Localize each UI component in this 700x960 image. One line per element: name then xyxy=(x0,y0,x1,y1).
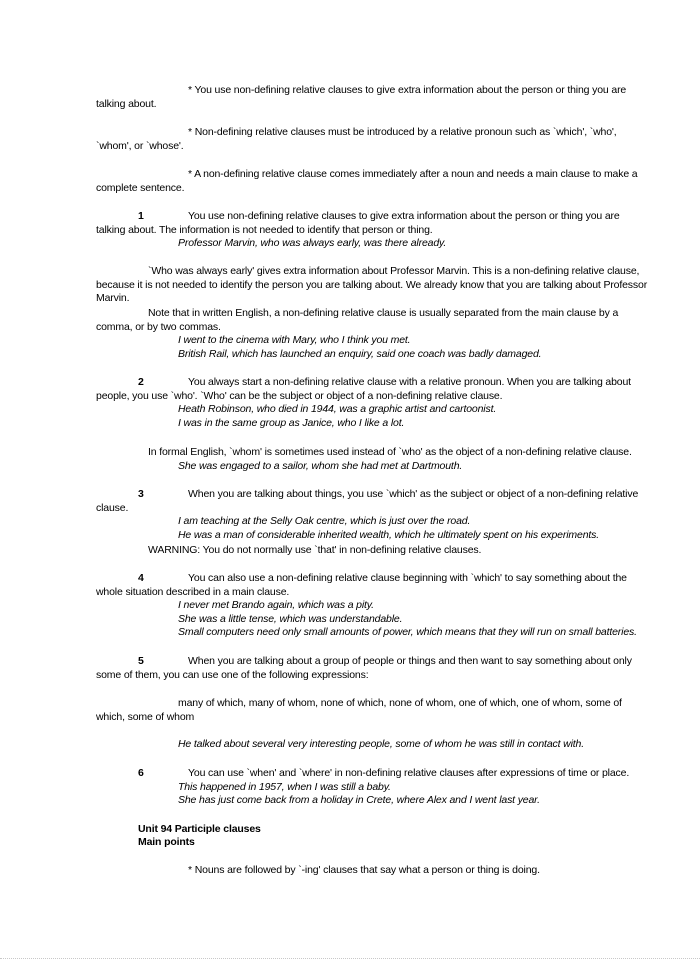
warning-note: WARNING: You do not normally use `that' in non-defining relative clauses. xyxy=(148,544,482,556)
section-1 xyxy=(96,210,648,251)
section-text: You can use `when' and `where' in non-defining relative clauses after expressions of time or place. xyxy=(188,767,630,779)
example-sentence: Professor Marvin, who was always early, was there already. xyxy=(178,237,447,249)
example-sentence: She was engaged to a sailor, whom she had met at Dartmouth. xyxy=(178,459,463,472)
section-6 xyxy=(96,767,648,808)
example-sentence: Heath Robinson, who died in 1944, was a graphic artist and cartoonist. xyxy=(178,403,497,415)
section-number: 3 xyxy=(138,488,144,500)
section-4 xyxy=(96,572,648,640)
example-sentence: I went to the cinema with Mary, who I think you met. xyxy=(178,334,411,346)
section-text: You can also use a non-defining relative clause beginning with `which' to say something about the whole situation described in a main clause. xyxy=(96,572,627,598)
section-3 xyxy=(96,488,648,542)
section-number: 1 xyxy=(138,210,144,222)
example-sentence: I never met Brando again, which was a pity. xyxy=(178,599,374,611)
unit-subtitle: Main points xyxy=(138,836,195,848)
intro-point-1: * You use non-defining relative clauses to give extra information about the person or thing you are talking about. xyxy=(96,84,627,110)
section-text: When you are talking about a group of people or things and then want to say something about only some of them, you can use one of the following expressions: xyxy=(96,655,632,681)
section-number: 5 xyxy=(138,655,144,667)
section-number: 6 xyxy=(138,767,144,779)
example-sentence: This happened in 1957, when I was still a baby. xyxy=(178,780,391,793)
intro-point-2: * Non-defining relative clauses must be introduced by a relative pronoun such as `which', `who', `whom', or `whose'. xyxy=(96,126,617,152)
unit-point-1: * Nouns are followed by `-ing' clauses that say what a person or thing is doing. xyxy=(188,864,540,876)
example-sentence: He talked about several very interesting people, some of whom he was still in contact with. xyxy=(178,738,584,750)
section-number: 4 xyxy=(138,572,144,584)
example-sentence: Small computers need only small amounts of power, which means that they will run on small batteries. xyxy=(178,626,637,638)
unit-title: Unit 94 Participle clauses xyxy=(138,823,261,835)
formal-note xyxy=(96,446,648,473)
example-sentence: She has just come back from a holiday in Crete, where Alex and I went last year. xyxy=(178,794,540,806)
example-sentence: She was a little tense, which was understandable. xyxy=(178,612,403,625)
section-text: When you are talking about things, you use `which' as the subject or object of a non-defining relative clause. xyxy=(96,488,639,514)
comma-note xyxy=(96,307,648,361)
section-2 xyxy=(96,376,648,430)
example-sentence: British Rail, which has launched an enquiry, said one coach was badly damaged. xyxy=(178,347,542,360)
example-sentence: I am teaching at the Selly Oak centre, which is just over the road. xyxy=(178,515,471,527)
note-text: In formal English, `whom' is sometimes used instead of `who' as the object of a non-defining relative clause. xyxy=(148,446,632,458)
intro-point-3: * A non-defining relative clause comes immediately after a noun and needs a main clause to make a complete sentence. xyxy=(96,168,638,194)
section-text: You always start a non-defining relative clause with a relative pronoun. When you are talking about people, you use `who'. `Who' can be the subject or object of a non-defining relative clause. xyxy=(96,376,631,402)
expression-list: many of which, many of whom, none of which, none of whom, one of which, one of whom, some of which, some of whom xyxy=(96,697,622,723)
explanation-note: `Who was always early' gives extra information about Professor Marvin. This is a non-defining relative clause, because it is not needed to identify the person you are talking about. We already know that you are talking about Professor Marvin. xyxy=(96,265,648,304)
example-sentence: He was a man of considerable inherited wealth, which he ultimately spent on his experiments. xyxy=(178,528,600,541)
note-text: Note that in written English, a non-defining relative clause is usually separated from the main clause by a comma, or by two commas. xyxy=(96,307,619,333)
section-5-example xyxy=(96,738,648,752)
example-sentence: I was in the same group as Janice, who I like a lot. xyxy=(178,416,405,429)
section-text: You use non-defining relative clauses to give extra information about the person or thing you are talking about. The information is not needed to identify that person or thing. xyxy=(96,210,620,236)
section-5 xyxy=(96,655,648,682)
section-number: 2 xyxy=(138,376,144,388)
